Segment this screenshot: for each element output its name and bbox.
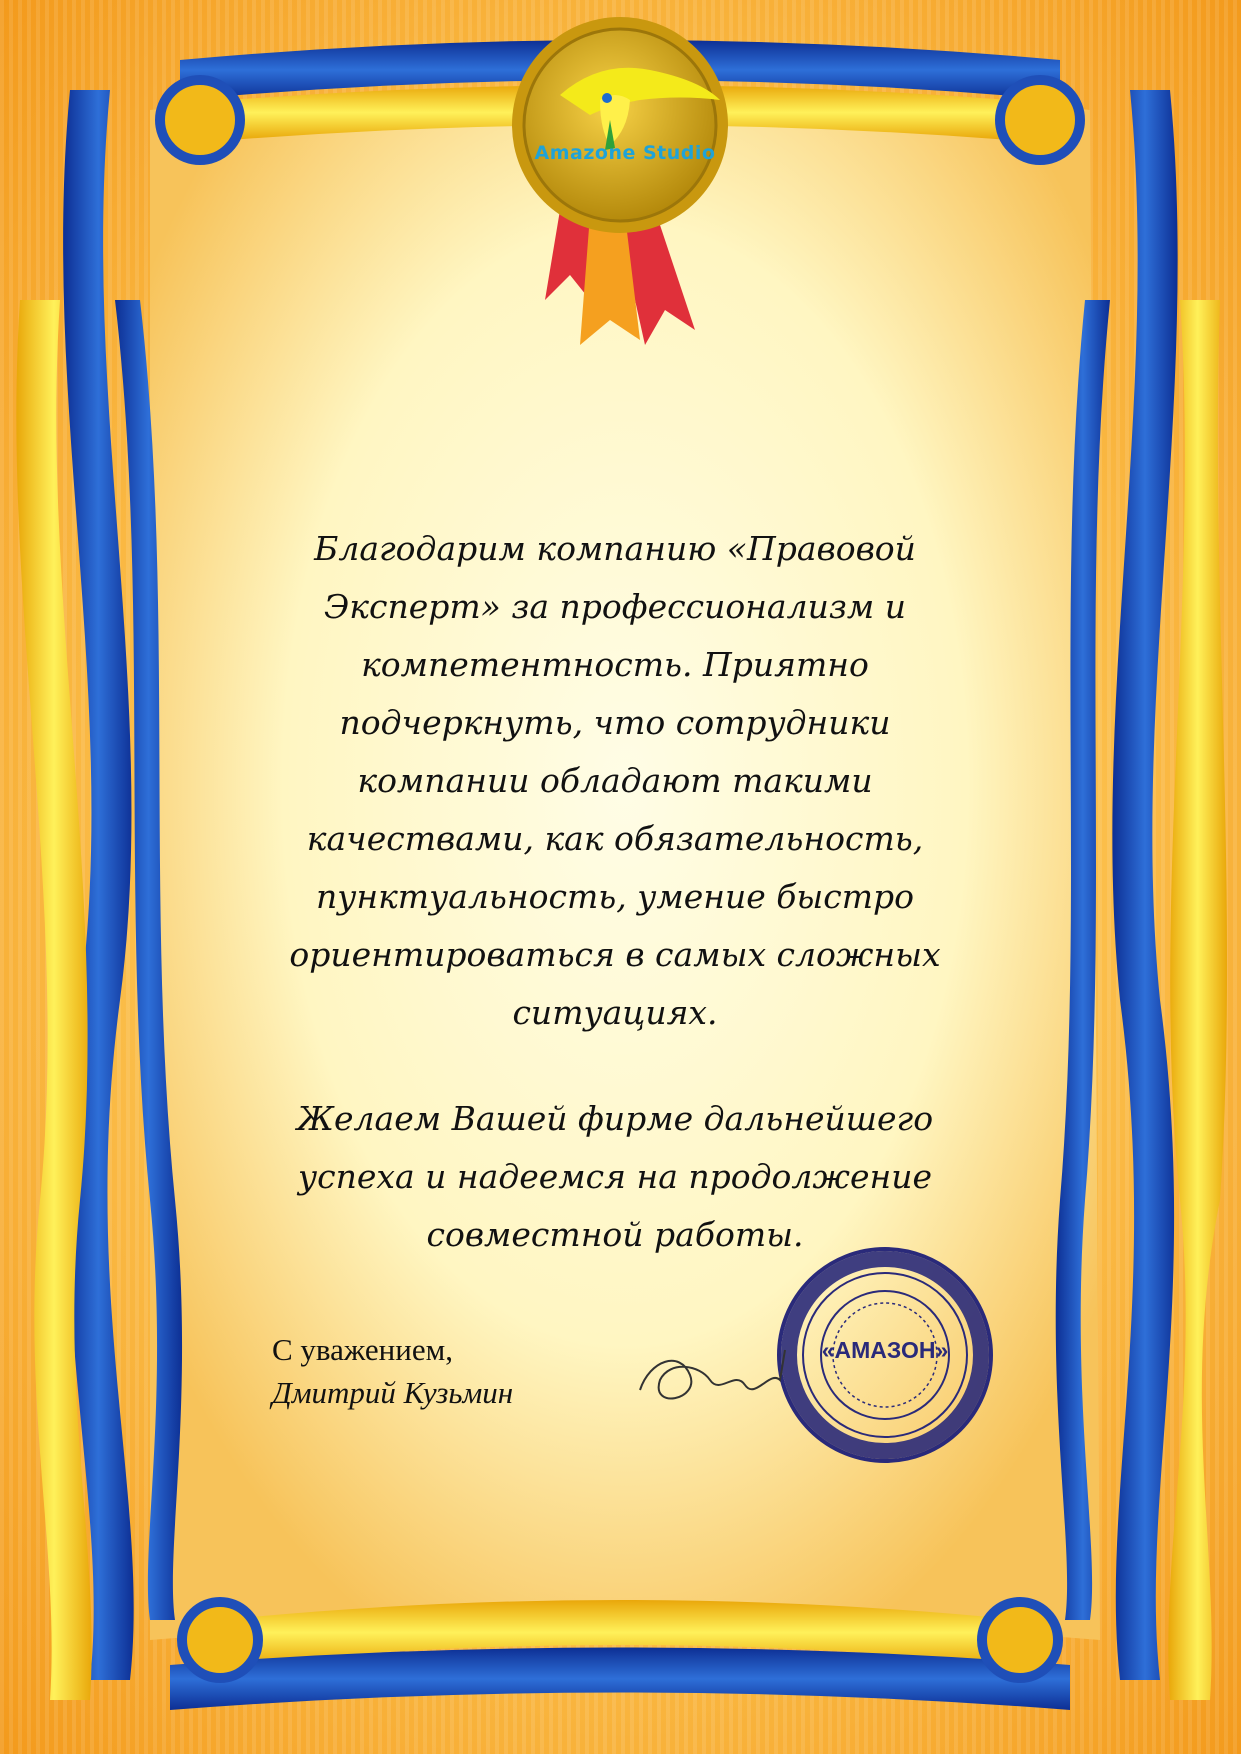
top-left-curl bbox=[160, 80, 240, 160]
letter-paragraph-2: Желаем Вашей фирме дальнейшего успеха и надеемся на продолжение совместной работы. bbox=[296, 1099, 934, 1254]
seal-brand-text: Amazone Studio bbox=[534, 142, 716, 164]
bottom-left-curl bbox=[182, 1602, 258, 1678]
stamp-center-text: «АМАЗОН» bbox=[821, 1337, 949, 1363]
right-ribbon-yellow bbox=[1168, 300, 1227, 1700]
bottom-right-curl bbox=[982, 1602, 1058, 1678]
closing-line: С уважением, bbox=[272, 1332, 453, 1367]
letter-paragraph-1: Благодарим компанию «Правовой Эксперт» за профессионализм и компетентность. Приятно подчеркнуть, что сотрудники компании обладают такими качествами, как обязательность, пунктуальность, умение быстро ориентироваться в самых сложных ситуациях. bbox=[289, 529, 941, 1032]
top-right-curl bbox=[1000, 80, 1080, 160]
right-ribbon-blue bbox=[1112, 90, 1177, 1680]
signer-name: Дмитрий Кузьмин bbox=[272, 1375, 514, 1410]
bottom-ribbon-blue bbox=[170, 1648, 1070, 1711]
